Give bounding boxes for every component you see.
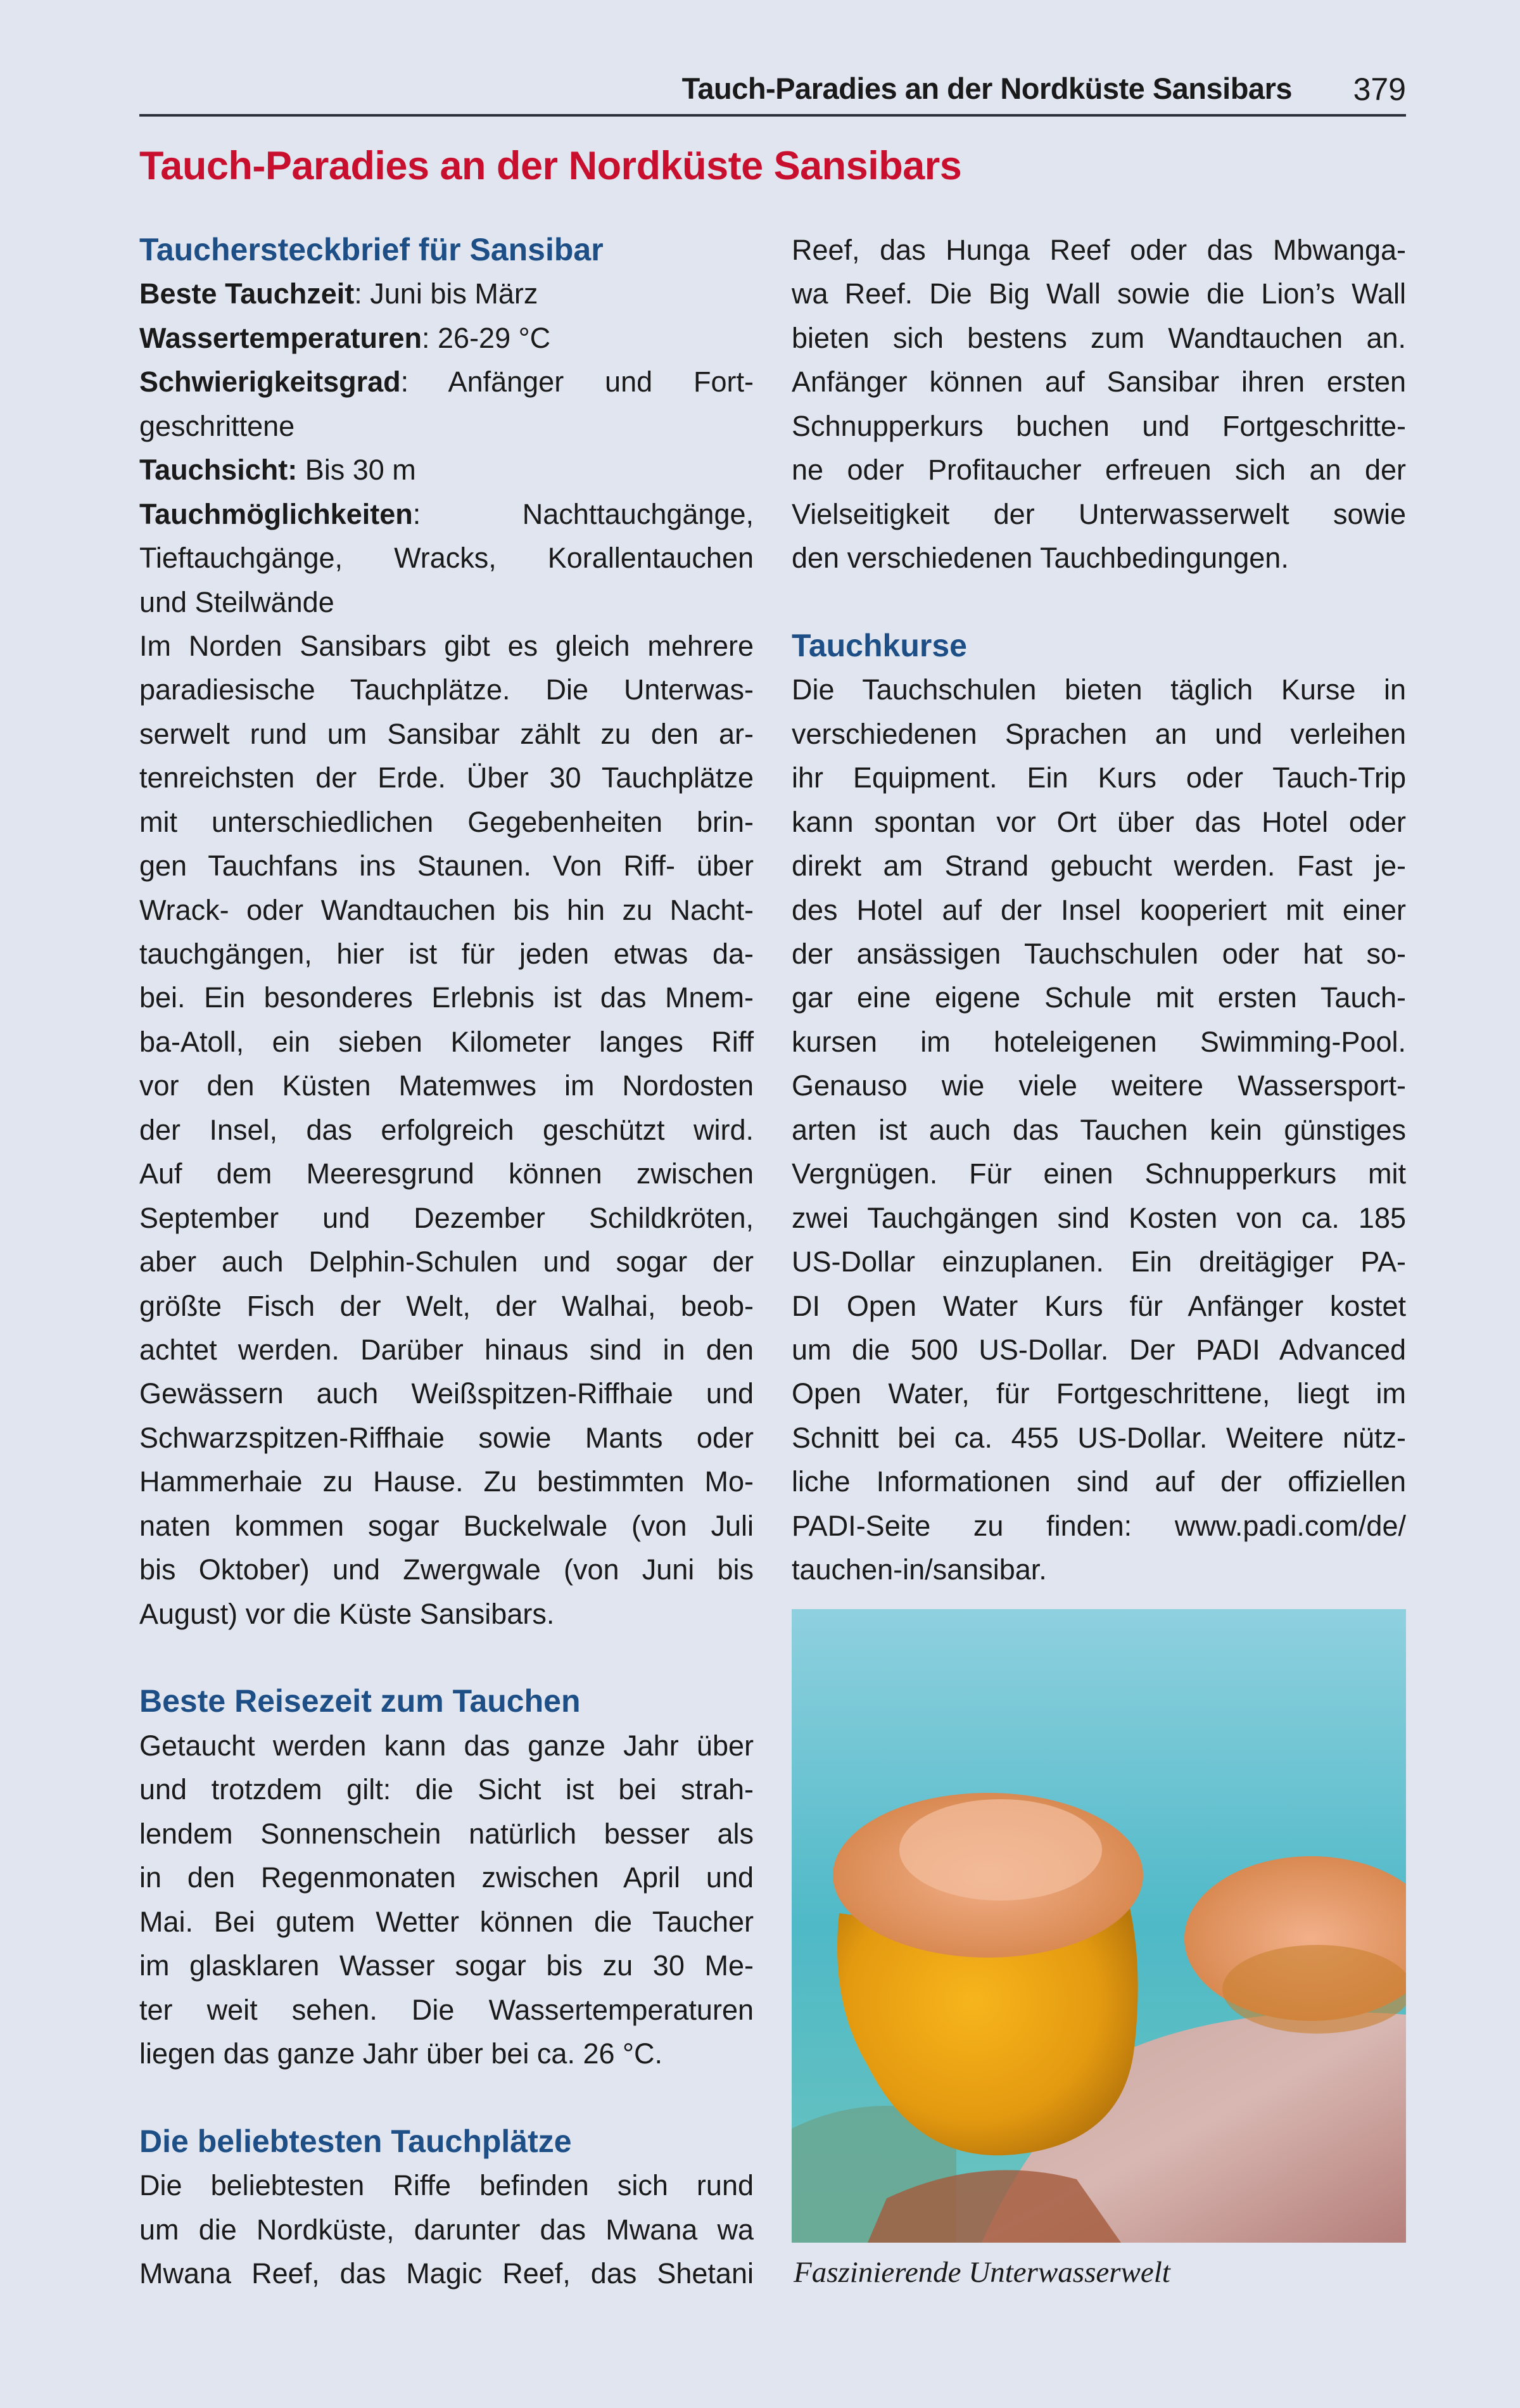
text-line: Schnitt bei ca. 455 US-Dollar. Weitere nütz- — [792, 1421, 1406, 1454]
text-line: gen Tauchfans ins Staunen. Von Riff- über — [139, 850, 754, 882]
text-line: Wrack- oder Wandtauchen bis hin zu Nacht- — [139, 893, 754, 926]
text-line: PADI-Seite zu finden: www.padi.com/de/ — [792, 1509, 1406, 1542]
fact-value: : 26-29 °C — [422, 321, 551, 354]
text-line: kursen im hoteleigenen Swimming-Pool. — [792, 1025, 1406, 1058]
text-line: Schnupperkurs buchen und Fortgeschritte- — [792, 409, 1406, 442]
text-line: gar eine eigene Schule mit ersten Tauch- — [792, 981, 1406, 1014]
text-line: direkt am Strand gebucht werden. Fast je- — [792, 850, 1406, 882]
text-line: liche Informationen sind auf der offiziellen — [792, 1465, 1406, 1498]
text-line: kann spontan vor Ort über das Hotel oder — [792, 805, 1406, 838]
text-line: bis Oktober) und Zwergwale (von Juni bis — [139, 1553, 754, 1586]
text-line: größte Fisch der Welt, der Walhai, beob- — [139, 1289, 754, 1322]
header-rule — [139, 114, 1406, 117]
running-head-title: Tauch-Paradies an der Nordküste Sansibars — [681, 72, 1292, 105]
fact-value: Bis 30 m — [297, 454, 416, 487]
page-title: Tauch-Paradies an der Nordküste Sansibars — [139, 144, 962, 188]
text-line: Mai. Bei gutem Wetter können die Taucher — [139, 1905, 754, 1938]
text-line: verschiedenen Sprachen an und verleihen — [792, 717, 1406, 750]
text-line: serwelt rund um Sansibar zählt zu den ar- — [139, 717, 754, 750]
text-line — [139, 272, 754, 315]
text-line: Anfänger können auf Sansibar ihren ersten — [792, 366, 1406, 398]
text-line: Vergnügen. Für einen Schnupperkurs mit — [792, 1157, 1406, 1190]
text-line: Auf dem Meeresgrund können zwischen — [139, 1157, 754, 1190]
page-number: 379 — [1353, 72, 1406, 107]
text-line: ihr Equipment. Ein Kurs oder Tauch-Trip — [792, 761, 1406, 794]
text-line — [139, 316, 754, 360]
text-line: Vielseitigkeit der Unterwasserwelt sowie — [792, 497, 1406, 530]
fact-value: : Nachttauchgänge, — [412, 497, 754, 530]
text-line: Schwarzspitzen-Riffhaie sowie Mants oder — [139, 1421, 754, 1454]
text-line: in den Regenmonaten zwischen April und — [139, 1861, 754, 1894]
text-line: und trotzdem gilt: die Sicht ist bei strah- — [139, 1773, 754, 1806]
fact-label: Tauchmöglichkeiten — [139, 497, 413, 530]
text-line: Reef, das Hunga Reef oder das Mbwanga- — [792, 234, 1406, 266]
text-line: Im Norden Sansibars gibt es gleich mehrere — [139, 629, 754, 662]
text-line: des Hotel auf der Insel kooperiert mit einer — [792, 893, 1406, 926]
fact-value: : Juni bis März — [354, 277, 538, 310]
text-line: ne oder Profitaucher erfreuen sich an der — [792, 454, 1406, 487]
text-line: der Insel, das erfolgreich geschützt wird. — [139, 1113, 754, 1146]
text-line: September und Dezember Schildkröten, — [139, 1201, 754, 1234]
section-gap — [139, 1636, 754, 1679]
section-heading: Die beliebtesten Tauchplätze — [139, 2123, 572, 2159]
text-line: Getaucht werden kann das ganze Jahr über — [139, 1729, 754, 1762]
text-line: Gewässern auch Weißspitzen-Riffhaie und — [139, 1377, 754, 1410]
text-line: Open Water, für Fortgeschrittene, liegt im — [792, 1377, 1406, 1410]
photo-underwater-anemone — [792, 1609, 1406, 2243]
text-line: US-Dollar einzuplanen. Ein dreitägiger PA- — [792, 1245, 1406, 1278]
section-heading: Tauchersteckbrief für Sansibar — [139, 232, 604, 267]
text-line: mit unterschiedlichen Gegebenheiten brin- — [139, 805, 754, 838]
text-line: bei. Ein besonderes Erlebnis ist das Mnem- — [139, 981, 754, 1014]
photo-caption: Faszinierende Unterwasserwelt — [794, 2256, 1170, 2289]
text-line: zwei Tauchgängen sind Kosten von ca. 185 — [792, 1201, 1406, 1234]
text-line: wa Reef. Die Big Wall sowie die Lion’s Wall — [792, 277, 1406, 310]
text-line: bieten sich bestens zum Wandtauchen an. — [792, 321, 1406, 354]
text-line: tauchen-in/sansibar. — [792, 1553, 1047, 1586]
text-line: um die 500 US-Dollar. Der PADI Advanced — [792, 1333, 1406, 1366]
text-line: um die Nordküste, darunter das Mwana wa — [139, 2213, 754, 2246]
section-heading: Beste Reisezeit zum Tauchen — [139, 1683, 581, 1719]
text-line: den verschiedenen Tauchbedingungen. — [792, 542, 1289, 575]
text-line: arten ist auch das Tauchen kein günstiges — [792, 1113, 1406, 1146]
text-line: naten kommen sogar Buckelwale (von Juli — [139, 1509, 754, 1542]
text-line: lendem Sonnenschein natürlich besser als — [139, 1817, 754, 1850]
section-gap — [792, 580, 1406, 624]
text-line: tauchgängen, hier ist für jeden etwas da- — [139, 938, 754, 970]
text-line — [139, 360, 754, 404]
column-left — [139, 228, 754, 2296]
fact-label: Wassertemperaturen — [139, 321, 422, 354]
text-line: Mwana Reef, das Magic Reef, das Shetani — [139, 2257, 754, 2290]
text-line: DI Open Water Kurs für Anfänger kostet — [792, 1289, 1406, 1322]
fact-value: : Anfänger und Fort- — [400, 366, 754, 398]
text-line: tenreichsten der Erde. Über 30 Tauchplätze — [139, 761, 754, 794]
text-line: Genauso wie viele weitere Wassersport- — [792, 1069, 1406, 1102]
running-head — [139, 71, 1406, 113]
section-gap — [139, 2075, 754, 2119]
text-line: liegen das ganze Jahr über bei ca. 26 °C. — [139, 2037, 663, 2070]
text-line — [139, 448, 754, 492]
text-line: Hammerhaie zu Hause. Zu bestimmten Mo- — [139, 1465, 754, 1498]
text-line: ter weit sehen. Die Wassertemperaturen — [139, 1993, 754, 2026]
text-line: aber auch Delphin-Schulen und sogar der — [139, 1245, 754, 1278]
text-line: August) vor die Küste Sansibars. — [139, 1597, 555, 1630]
fact-label: Beste Tauchzeit — [139, 277, 355, 310]
text-line — [139, 492, 754, 536]
fact-label: Tauchsicht: — [139, 454, 298, 487]
text-line: und Steilwände — [139, 585, 334, 618]
text-line: der ansässigen Tauchschulen oder hat so- — [792, 938, 1406, 970]
text-line: ba-Atoll, ein sieben Kilometer langes Riff — [139, 1025, 754, 1058]
text-line: geschrittene — [139, 409, 295, 442]
text-line: Die Tauchschulen bieten täglich Kurse in — [792, 673, 1406, 706]
text-line: vor den Küsten Matemwes im Nordosten — [139, 1069, 754, 1102]
text-line: achtet werden. Darüber hinaus sind in den — [139, 1333, 754, 1366]
fact-label: Schwierigkeitsgrad — [139, 366, 401, 398]
column-right — [792, 228, 1406, 1592]
text-line: Die beliebtesten Riffe befinden sich rund — [139, 2169, 754, 2202]
section-heading: Tauchkurse — [792, 627, 967, 663]
text-line: Tieftauchgänge, Wracks, Korallentauchen — [139, 542, 754, 575]
text-line: paradiesische Tauchplätze. Die Unterwas- — [139, 673, 754, 706]
text-line: im glasklaren Wasser sogar bis zu 30 Me- — [139, 1949, 754, 1982]
